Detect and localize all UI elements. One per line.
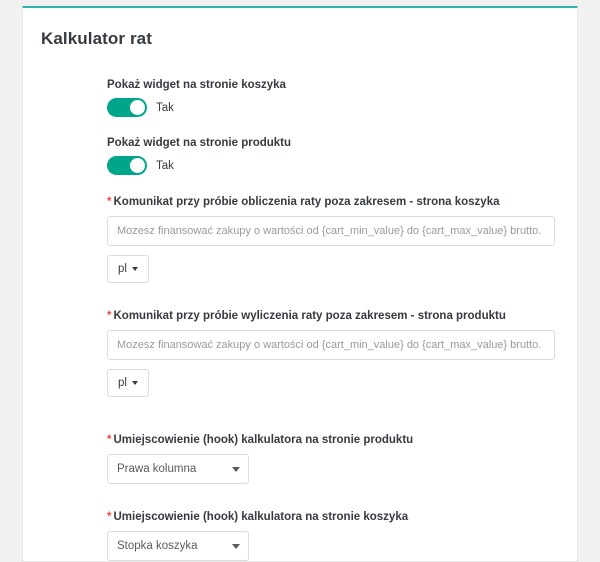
hook-cart-label — [107, 510, 555, 525]
hook-product-label — [107, 433, 555, 448]
show-widget-cart-label: Pokaż widget na stronie koszyka — [107, 79, 286, 91]
message-product-language-button[interactable] — [107, 369, 149, 397]
hook-product-selected-value: Prawa kolumna — [117, 462, 197, 475]
message-product-label-text: Komunikat przy próbie wyliczenia raty poza zakresem - strona produktu — [113, 309, 506, 322]
field-show-widget-product — [23, 137, 577, 175]
chevron-down-icon — [132, 381, 138, 385]
hook-cart-selected-value: Stopka koszyka — [117, 539, 198, 552]
show-widget-product-value: Tak — [156, 159, 174, 172]
hook-cart-select[interactable] — [107, 531, 249, 561]
field-message-product — [23, 309, 577, 397]
show-widget-product-toggle-group — [107, 156, 555, 175]
show-widget-cart-toggle-group — [107, 98, 555, 117]
show-widget-product-toggle[interactable] — [107, 156, 147, 175]
required-asterisk: * — [107, 309, 112, 322]
settings-form — [23, 49, 577, 561]
hook-cart-select-wrap — [107, 531, 249, 561]
message-cart-label-text: Komunikat przy próbie obliczenia raty poza zakresem - strona koszyka — [113, 196, 500, 208]
hook-product-select-wrap — [107, 454, 249, 484]
show-widget-cart-toggle[interactable] — [107, 98, 147, 117]
field-message-cart — [23, 195, 577, 283]
spacer — [23, 484, 577, 510]
message-cart-label — [107, 195, 555, 210]
required-asterisk: * — [107, 196, 112, 208]
hook-product-select[interactable] — [107, 454, 249, 484]
field-hook-cart — [23, 510, 577, 561]
message-product-language-label: pl — [118, 376, 127, 389]
spacer — [23, 283, 577, 309]
chevron-down-icon — [232, 467, 240, 472]
chevron-down-icon — [132, 267, 138, 271]
spacer — [23, 397, 577, 433]
message-cart-language-button[interactable] — [107, 255, 149, 283]
field-hook-product — [23, 433, 577, 484]
page-title: Kalkulator rat — [41, 29, 152, 48]
settings-panel — [22, 6, 578, 562]
toggle-knob-icon — [130, 158, 145, 173]
toggle-knob-icon — [130, 100, 145, 115]
chevron-down-icon — [232, 544, 240, 549]
show-widget-product-label: Pokaż widget na stronie produktu — [107, 137, 292, 149]
required-asterisk: * — [107, 433, 112, 446]
show-widget-cart-value: Tak — [156, 101, 174, 114]
message-cart-language-label: pl — [118, 262, 127, 275]
required-asterisk: * — [107, 510, 112, 523]
hook-product-label-text: Umiejscowienie (hook) kalkulatora na stronie produktu — [113, 433, 414, 446]
message-product-label — [107, 309, 555, 324]
message-cart-input[interactable] — [107, 216, 555, 246]
field-show-widget-cart — [23, 79, 577, 117]
hook-cart-label-text: Umiejscowienie (hook) kalkulatora na stronie koszyka — [113, 510, 409, 523]
message-product-input[interactable] — [107, 330, 555, 360]
